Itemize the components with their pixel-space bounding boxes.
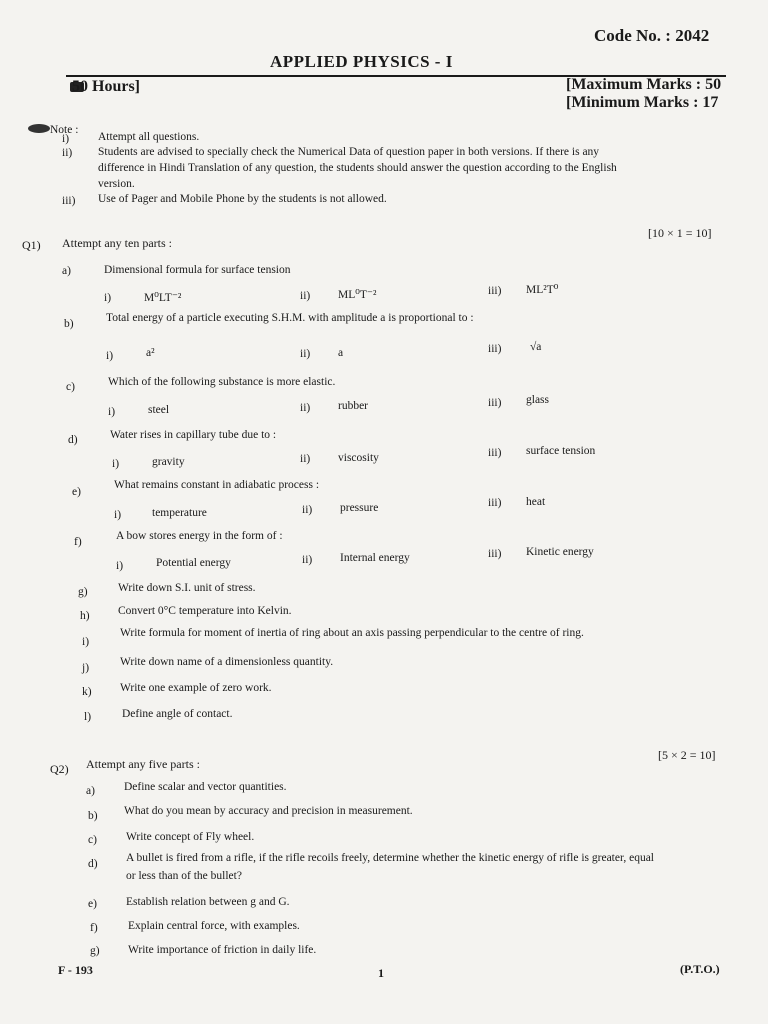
- option-text: steel: [148, 404, 170, 416]
- part-label: j): [82, 662, 90, 674]
- part-label: a): [86, 785, 95, 797]
- pto-label: (P.T.O.): [680, 962, 720, 976]
- option-number: iii): [488, 285, 502, 297]
- option-text: ML²T⁰: [526, 284, 559, 296]
- question-marks: [10 × 1 = 10]: [648, 226, 712, 240]
- option-number: i): [112, 458, 120, 470]
- minimum-marks: [Minimum Marks : 17: [566, 94, 719, 111]
- note-line: version.: [98, 178, 135, 190]
- option-text: pressure: [340, 502, 379, 514]
- part-label: d): [88, 858, 98, 870]
- option-text: rubber: [338, 400, 369, 412]
- option-number: ii): [300, 290, 311, 302]
- option-text: viscosity: [338, 452, 379, 464]
- option-number: iii): [488, 548, 502, 560]
- duration: 50 Hours]: [72, 78, 140, 95]
- option-number: ii): [302, 554, 313, 566]
- note-line: difference in Hindi Translation of any question, the students should answer the question according to the English: [98, 162, 617, 174]
- note-number: i): [62, 133, 70, 145]
- paper-code: F - 193: [58, 963, 93, 977]
- note-number: iii): [62, 195, 76, 207]
- part-label: h): [80, 610, 90, 622]
- option-number: ii): [302, 504, 313, 516]
- question-instruction: Attempt any ten parts :: [62, 236, 172, 250]
- part-text: Write down S.I. unit of stress.: [118, 582, 256, 594]
- option-text: temperature: [152, 507, 207, 519]
- option-text: ML⁰T⁻²: [338, 289, 377, 301]
- part-text: Which of the following substance is more elastic.: [108, 376, 336, 388]
- page-number: 1: [378, 966, 384, 980]
- part-label: e): [72, 486, 81, 498]
- ink-smudge: [28, 124, 50, 133]
- question-number: Q1): [22, 238, 41, 252]
- part-label: i): [82, 636, 90, 648]
- part-text: Explain central force, with examples.: [128, 920, 300, 932]
- part-text: Water rises in capillary tube due to :: [110, 429, 277, 441]
- part-text: Establish relation between g and G.: [126, 896, 290, 908]
- option-number: ii): [300, 453, 311, 465]
- part-text: Define scalar and vector quantities.: [124, 781, 287, 793]
- part-text: Write one example of zero work.: [120, 682, 272, 694]
- part-text: Total energy of a particle executing S.H.M. with amplitude a is proportional to :: [106, 312, 474, 324]
- part-text: Convert 0°C temperature into Kelvin.: [118, 605, 292, 617]
- option-text: Kinetic energy: [526, 546, 594, 558]
- option-text: a: [338, 347, 344, 359]
- option-number: ii): [300, 348, 311, 360]
- option-number: i): [116, 560, 124, 572]
- option-text: a²: [146, 347, 155, 359]
- part-label: d): [68, 434, 78, 446]
- part-label: g): [78, 586, 88, 598]
- part-label: b): [64, 318, 74, 330]
- part-text: or less than of the bullet?: [126, 870, 242, 882]
- part-label: f): [90, 922, 98, 934]
- option-text: gravity: [152, 456, 185, 468]
- note-line: Students are advised to specially check the Numerical Data of question paper in both versions. If there is any: [98, 146, 600, 158]
- part-label: e): [88, 898, 97, 910]
- option-text: Potential energy: [156, 557, 231, 569]
- part-text: Write down name of a dimensionless quantity.: [120, 656, 334, 668]
- question-instruction: Attempt any five parts :: [86, 757, 200, 771]
- paper-title: APPLIED PHYSICS - I: [270, 52, 453, 71]
- part-label: b): [88, 810, 98, 822]
- part-text: A bow stores energy in the form of :: [116, 530, 283, 542]
- option-number: iii): [488, 497, 502, 509]
- part-text: Write formula for moment of inertia of ring about an axis passing perpendicular to the centre of ring.: [120, 627, 584, 639]
- part-text: Dimensional formula for surface tension: [104, 264, 291, 276]
- part-label: g): [90, 945, 100, 957]
- question-number: Q2): [50, 762, 69, 776]
- part-label: c): [88, 834, 97, 846]
- part-text: What do you mean by accuracy and precision in measurement.: [124, 805, 413, 817]
- note-line: Attempt all questions.: [98, 131, 200, 143]
- option-text: glass: [526, 394, 549, 406]
- maximum-marks: [Maximum Marks : 50: [566, 76, 722, 93]
- option-text: heat: [526, 496, 546, 508]
- option-text: Internal energy: [340, 552, 410, 564]
- option-number: ii): [300, 402, 311, 414]
- option-number: i): [106, 350, 114, 362]
- part-label: f): [74, 536, 82, 548]
- part-label: a): [62, 265, 71, 277]
- part-label: c): [66, 381, 75, 393]
- part-text: Write concept of Fly wheel.: [126, 831, 255, 843]
- part-text: A bullet is fired from a rifle, if the rifle recoils freely, determine whether the kinetic energy of rifle is greater, equal: [126, 852, 655, 864]
- note-number: ii): [62, 147, 73, 159]
- part-text: Write importance of friction in daily life.: [128, 944, 317, 956]
- question-marks: [5 × 2 = 10]: [658, 748, 716, 762]
- option-number: iii): [488, 343, 502, 355]
- note-line: Use of Pager and Mobile Phone by the students is not allowed.: [98, 193, 387, 205]
- part-label: l): [84, 711, 92, 723]
- option-text: √a: [530, 341, 542, 353]
- option-number: i): [104, 292, 112, 304]
- part-text: Define angle of contact.: [122, 708, 233, 720]
- option-text: M⁰LT⁻²: [144, 292, 182, 304]
- part-label: k): [82, 686, 92, 698]
- option-text: surface tension: [526, 445, 596, 457]
- option-number: iii): [488, 397, 502, 409]
- part-text: What remains constant in adiabatic process :: [114, 479, 320, 491]
- note-label: Note :: [50, 124, 79, 136]
- option-number: i): [108, 406, 116, 418]
- code-number: Code No. : 2042: [594, 26, 710, 45]
- option-number: iii): [488, 447, 502, 459]
- option-number: i): [114, 509, 122, 521]
